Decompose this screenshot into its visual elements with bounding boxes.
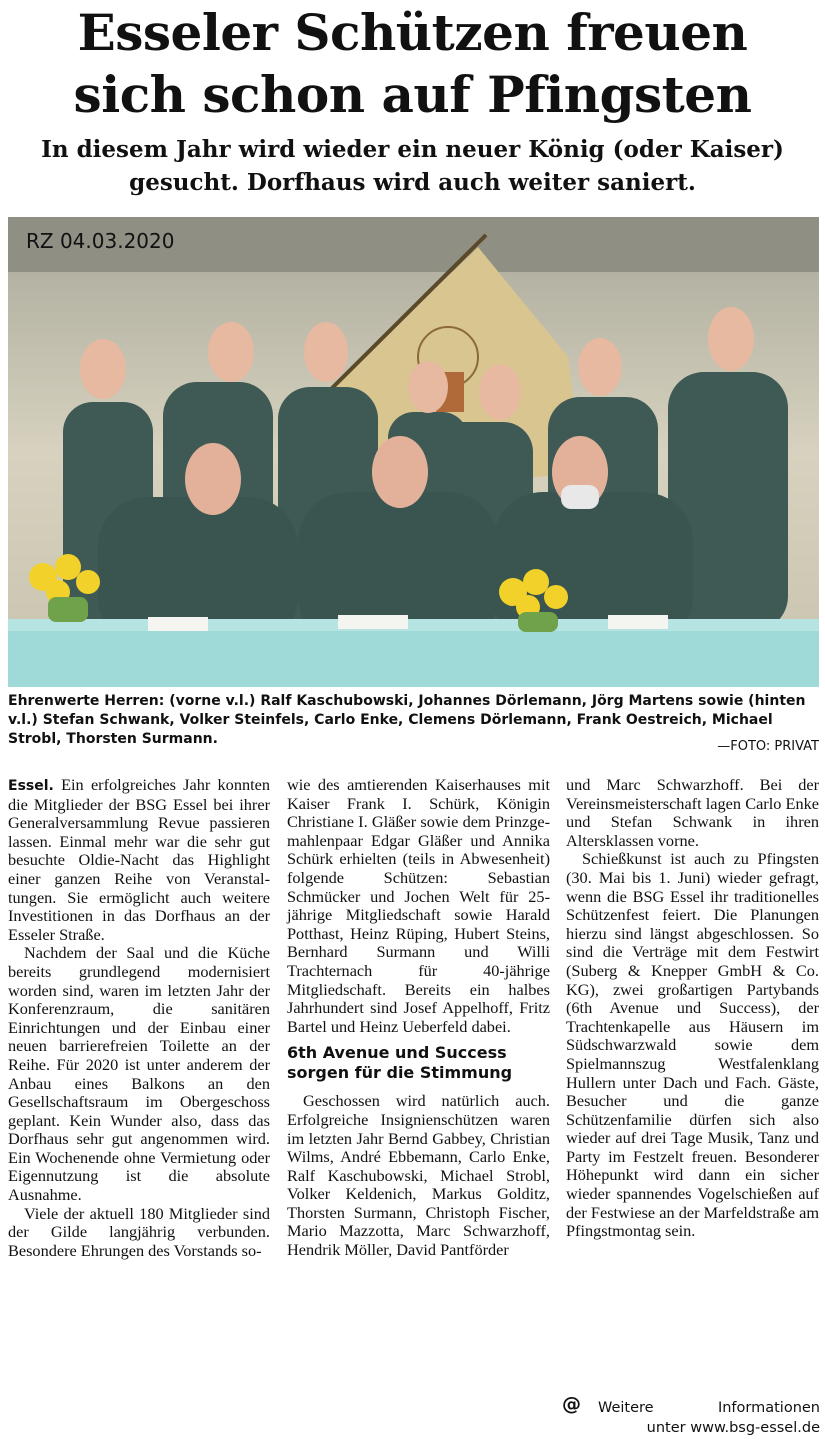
photo-caption: Ehrenwerte Herren: (vorne v.l.) Ralf Kaschubowski, Johannes Dörlemann, Jörg Martens sowie (hinten v.l.) Stefan Schwank, Volker Steinfels, Carlo Enke, Clemens Dörlemann, Frank Oestreich, Michael Strobl, Thorsten Surmann. [8, 693, 806, 747]
paragraph-text: Ein erfolgreiches Jahr konnten die Mitglieder der BSG Essel bei ihrer Generalversammlung Revue passieren lassen. Einmal mehr war die sehr gut besuchte Oldie-Nacht das Highlight einer ganzen Reihe von Veranstaltungen. Sie ermöglicht auch weitere Investitionen in das Dorfhaus an der Esseler Straße. [8, 775, 270, 944]
group-photo [8, 217, 819, 687]
more-info-box [562, 1393, 820, 1438]
paragraph: und Marc Schwarzhoff. Bei der Vereinsmeisterschaft lagen Carlo Enke und Stefan Schwank in ihren Altersklassen vorne. [566, 775, 819, 850]
paragraph: Geschossen wird natürlich auch. Erfolgreiche Insignienschützen waren im letzten Jahr Bernd Gabbey, Christian Wilms, André Ebbemann, Carlo Enke, Ralf Kaschubowski, Michael Strobl, Volker Keldenich, Markus Golditz, Thorsten Surmann, Christoph Fischer, Mario Mazzotta, Marc Schwarzhoff, Hendrik Möller, David Pantförder [287, 1091, 550, 1260]
dateline: Essel. [8, 778, 54, 794]
article-column-3 [566, 776, 819, 1241]
paragraph: Schießkunst ist auch zu Pfingsten (30. Mai bis 1. Juni) wieder gefragt, wenn die BSG Essel ihr traditionelles Schützenfest feiert. Die Planungen hierzu sind längst abgeschlossen. So sind die Verträge mit dem Festwirt (Suberg & Knepper GmbH & Co. KG), zwei großartigen Partybands (6th Avenue und Success), der Trachtenkapelle aus Häusern im Südschwarzwald sowie dem Spielmannszug Westfalenklang Hullern unter Dach und Fach. Gäste, Besucher und die ganze Schützenfamilie dürfen sich also wieder auf drei Tage Musik, Tanz und Party im Festzelt freuen. Besonderer Höhepunkt wird dann ein sicher wieder spannendes Vogelschießen auf der Festwiese an der Marfeldstraße am Pfingstmontag sein. [566, 849, 819, 1241]
article-column-2 [287, 776, 550, 1260]
tablecloth [8, 627, 819, 687]
paragraph [8, 776, 270, 944]
paragraph: Viele der aktuell 180 Mitglieder sind der Gilde langjährig verbunden. Besondere Ehrungen des Vorstands so- [8, 1203, 270, 1260]
paragraph: wie des amtierenden Kaiserhauses mit Kaiser Frank I. Schürk, Königin Christiane I. Gläßer sowie dem Prinzgemahlenpaar Edgar Gläßer und Annika Schürk erhielten (teils in Abwesenheit) folgende Schützen: Sebastian Schmücker und Jochen Welt für 25-jährige Mitgliedschaft sowie Harald Potthast, Heinz Rüping, Hubert Steins, Bernhard Surmann und Willi Trachternach für 40-jährige Mitgliedschaft. Bereits ein halbes Jahrhundert sind Josef Appelhoff, Fritz Bartel und Heinz Ueberfeld dabei. [287, 775, 550, 1036]
subheadline-line-1: In diesem Jahr wird wieder ein neuer König (oder Kaiser) [41, 136, 784, 163]
photo-date-stamp: RZ 04.03.2020 [26, 229, 175, 253]
headline-line-1: Esseler Schützen freuen [77, 3, 748, 62]
article-column-1 [8, 776, 270, 1260]
subheadline-line-2: gesucht. Dorfhaus wird auch weiter saniert. [129, 169, 696, 196]
group-photo-illustration [8, 217, 819, 687]
more-info-link[interactable]: unter www.bsg-essel.de [646, 1420, 820, 1436]
headline-line-2: sich schon auf Pfingsten [73, 65, 752, 124]
article-subheading: 6th Avenue und Success sorgen für die Stimmung [287, 1043, 513, 1083]
photo-credit: —FOTO: PRIVAT [717, 739, 819, 754]
more-info-line-1: Weitere Informationen [598, 1400, 820, 1416]
paragraph: Nachdem der Saal und die Küche bereits grundlegend modernisiert worden sind, waren im letzten Jahr der Konferenzraum, die sanitären Einrichtungen und der Einbau einer neuen barrierefreien Toilette an der Reihe. Für 2020 ist unter anderem der Anbau eines Balkons an den Gesellschaftsraum im Obergeschoss geplant. Kein Wunder also, dass das Dorfhaus sehr gut angenommen wird. Ein Wochenende ohne Vermietung oder Eigennutzung ist die absolute Ausnahme. [8, 943, 270, 1205]
at-icon: @ [562, 1393, 581, 1415]
subheadline [0, 133, 825, 199]
